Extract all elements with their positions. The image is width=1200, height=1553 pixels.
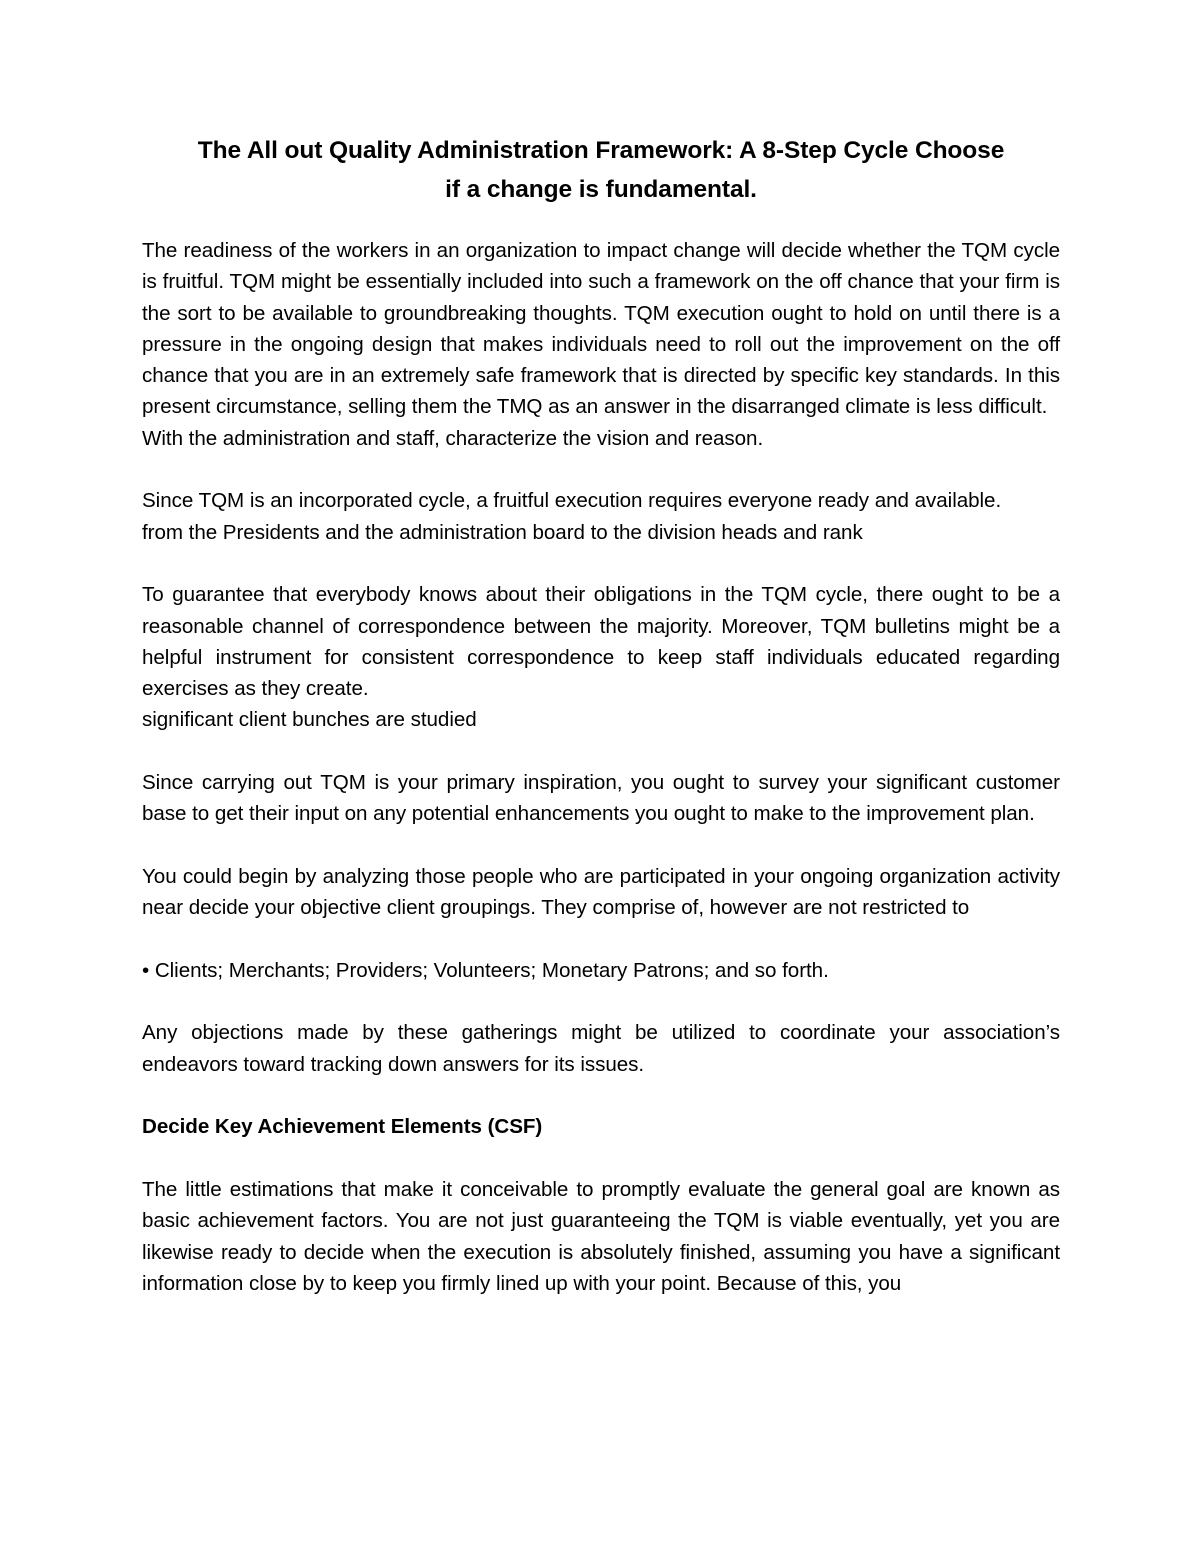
paragraph-csf-description: The little estimations that make it conceivable to promptly evaluate the general goal are known as basic achievement factors. You are not just guaranteeing the TQM is viable eventually, yet you are likewise ready to decide when the execution is absolutely finished, assuming you have a significant information close by to keep you firmly lined up with your point. Because of this, you [142, 1177, 1060, 1295]
document-body [142, 235, 1060, 1299]
paragraph-stakeholder-analysis: You could begin by analyzing those people who are participated in your ongoing organization activity near decide your objective client groupings. They comprise of, however are not restricted to [142, 864, 1060, 920]
paragraph-objections: Any objections made by these gatherings might be utilized to coordinate your association’s endeavors toward tracking down answers for its issues. [142, 1021, 1060, 1076]
section-heading-csf: Decide Key Achievement Elements (CSF) [142, 1115, 543, 1139]
paragraph-incorporated-cycle: Since TQM is an incorporated cycle, a fruitful execution requires everyone ready and available. [142, 489, 1002, 513]
paragraph-spacer [142, 454, 1060, 485]
paragraph-spacer [142, 548, 1060, 579]
paragraph-spacer [142, 736, 1060, 767]
list-item-stakeholders: • Clients; Merchants; Providers; Volunteers; Monetary Patrons; and so forth. [142, 958, 829, 982]
paragraph-communication-channel: To guarantee that everybody knows about their obligations in the TQM cycle, there ought to be a reasonable channel of correspondence between the majority. Moreover, TQM bulletins might be a helpful instrument for consistent correspondence to keep staff individuals educated regarding exercises as they create. [142, 583, 1060, 701]
paragraph-spacer [142, 986, 1060, 1017]
page-title [142, 131, 1060, 209]
paragraph-spacer [142, 1080, 1060, 1111]
paragraph-presidents-board: from the Presidents and the administration board to the division heads and rank [142, 520, 863, 544]
paragraph-spacer [142, 830, 1060, 861]
paragraph-intro: The readiness of the workers in an organization to impact change will decide whether the TQM cycle is fruitful. TQM might be essentially included into such a framework on the off chance that your firm is the sort to be available to groundbreaking thoughts. TQM execution ought to hold on until there is a pressure in the ongoing design that makes individuals need to roll out the improvement on the off chance that you are in an extremely safe framework that is directed by specific key standards. In this present circumstance, selling them the TMQ as an answer in the disarranged climate is less difficult. [142, 239, 1060, 419]
paragraph-customer-survey: Since carrying out TQM is your primary inspiration, you ought to survey your significant customer base to get their input on any potential enhancements you ought to make to the improvement plan. [142, 771, 1060, 826]
page-title-line-2: if a change is fundamental. [445, 176, 757, 203]
paragraph-client-bunches: significant client bunches are studied [142, 708, 477, 732]
paragraph-vision-reason: With the administration and staff, characterize the vision and reason. [142, 426, 764, 450]
paragraph-spacer [142, 1143, 1060, 1174]
paragraph-spacer [142, 924, 1060, 955]
page-title-line-1: The All out Quality Administration Framework: A 8-Step Cycle Choose [197, 137, 1005, 164]
